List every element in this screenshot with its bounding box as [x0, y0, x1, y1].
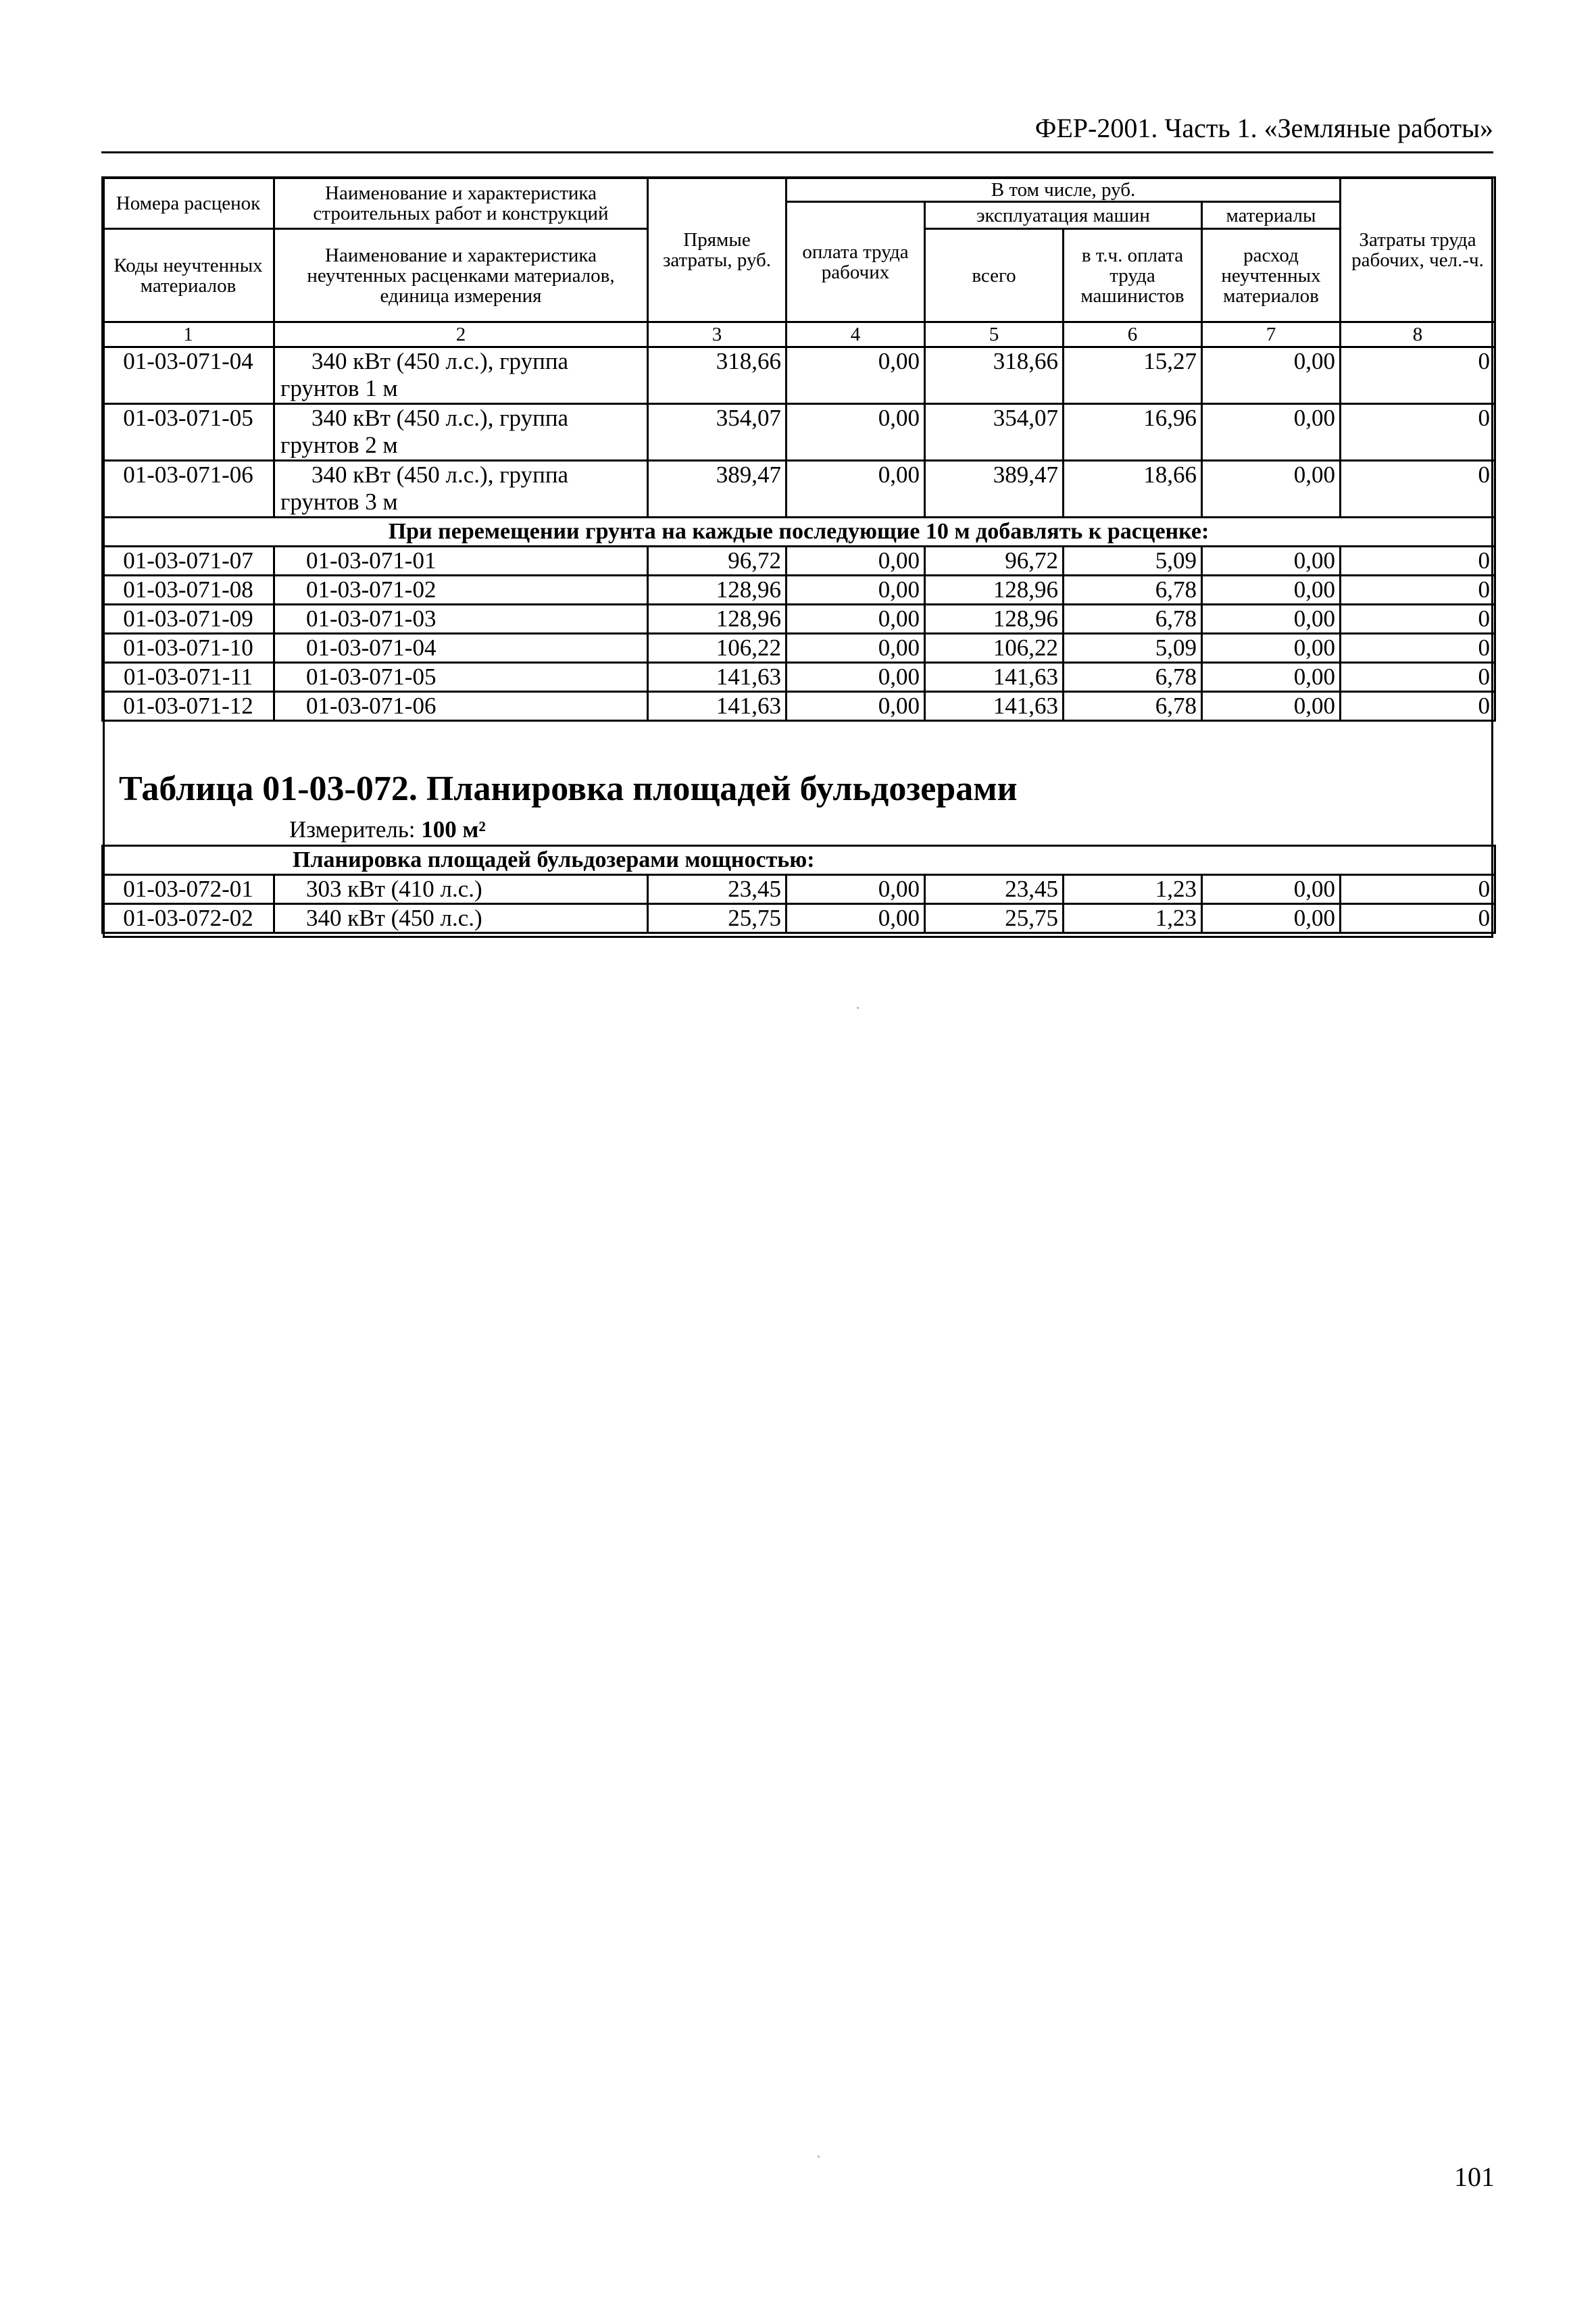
work-name: 340 кВт (450 л.с.) — [274, 904, 648, 933]
materials-cost: 0,00 — [1202, 634, 1341, 663]
labor-pay: 0,00 — [787, 663, 925, 692]
rate-code: 01-03-072-02 — [103, 904, 274, 933]
labor-pay: 0,00 — [787, 404, 925, 461]
machines-total: 128,96 — [925, 576, 1064, 605]
machinists-pay: 1,23 — [1064, 875, 1202, 904]
scan-speck — [818, 2156, 820, 2158]
rate-code: 01-03-071-07 — [103, 547, 274, 576]
table-row — [103, 404, 1495, 461]
rate-code: 01-03-071-06 — [103, 461, 274, 518]
table-row — [103, 875, 1495, 904]
machinists-pay: 5,09 — [1064, 547, 1202, 576]
direct-costs: 128,96 — [648, 605, 787, 634]
column-number: 4 — [787, 322, 925, 347]
group-materials-header: материалы — [1202, 202, 1341, 229]
machinists-pay: 6,78 — [1064, 692, 1202, 721]
machines-total: 96,72 — [925, 547, 1064, 576]
labor-pay: 0,00 — [787, 692, 925, 721]
table-row — [103, 547, 1495, 576]
labor-hours: 0 — [1341, 576, 1495, 605]
direct-costs: 141,63 — [648, 692, 787, 721]
work-name-line1: 340 кВт (450 л.с.), группа — [311, 405, 569, 431]
table-row — [103, 347, 1495, 404]
scan-speck — [857, 1007, 859, 1009]
machines-total: 23,45 — [925, 875, 1064, 904]
machines-total: 354,07 — [925, 404, 1064, 461]
base-rate-code: 01-03-071-01 — [274, 547, 648, 576]
materials-cost: 0,00 — [1202, 347, 1341, 404]
section-title: При перемещении грунта на каждые последующие 10 м добавлять к расценке: — [103, 518, 1495, 547]
labor-hours: 0 — [1341, 634, 1495, 663]
labor-pay: 0,00 — [787, 576, 925, 605]
direct-costs: 141,63 — [648, 663, 787, 692]
direct-costs: 318,66 — [648, 347, 787, 404]
direct-costs: 25,75 — [648, 904, 787, 933]
base-rate-code: 01-03-071-02 — [274, 576, 648, 605]
col3-header: Прямые затраты, руб. — [648, 178, 787, 322]
col1-bottom-header: Коды неучтенных материалов — [103, 229, 274, 322]
col4-header: оплата труда рабочих — [787, 202, 925, 322]
direct-costs: 354,07 — [648, 404, 787, 461]
materials-cost: 0,00 — [1202, 605, 1341, 634]
machines-total: 141,63 — [925, 692, 1064, 721]
group-incl-header: В том числе, руб. — [787, 178, 1341, 202]
labor-pay: 0,00 — [787, 461, 925, 518]
group-machines-header: эксплуатация машин — [925, 202, 1202, 229]
rate-code: 01-03-071-11 — [103, 663, 274, 692]
materials-cost: 0,00 — [1202, 875, 1341, 904]
labor-pay: 0,00 — [787, 875, 925, 904]
section-title: Планировка площадей бульдозерами мощностью: — [103, 846, 1495, 875]
labor-pay: 0,00 — [787, 347, 925, 404]
rate-code: 01-03-071-10 — [103, 634, 274, 663]
section-row — [103, 518, 1495, 547]
rates-table-072 — [101, 845, 1496, 934]
table-row — [103, 692, 1495, 721]
labor-pay: 0,00 — [787, 547, 925, 576]
work-name — [274, 404, 648, 461]
work-name: 303 кВт (410 л.с.) — [274, 875, 648, 904]
rate-code: 01-03-071-05 — [103, 404, 274, 461]
table-row — [103, 904, 1495, 933]
machinists-pay: 15,27 — [1064, 347, 1202, 404]
machines-total: 318,66 — [925, 347, 1064, 404]
measure-unit-label: Измеритель: — [289, 816, 416, 843]
labor-hours: 0 — [1341, 692, 1495, 721]
column-number: 2 — [274, 322, 648, 347]
machinists-pay: 6,78 — [1064, 663, 1202, 692]
machinists-pay: 16,96 — [1064, 404, 1202, 461]
rate-code: 01-03-071-08 — [103, 576, 274, 605]
materials-cost: 0,00 — [1202, 663, 1341, 692]
machines-total: 141,63 — [925, 663, 1064, 692]
page-number: 101 — [1454, 2162, 1495, 2192]
document-header: ФЕР-2001. Часть 1. «Земляные работы» — [1034, 113, 1493, 143]
machinists-pay: 6,78 — [1064, 576, 1202, 605]
table-row — [103, 605, 1495, 634]
col5-header: всего — [925, 229, 1064, 322]
work-name-line2: грунтов 1 м — [280, 375, 398, 401]
labor-hours: 0 — [1341, 605, 1495, 634]
header-rule — [101, 151, 1493, 153]
machines-total: 128,96 — [925, 605, 1064, 634]
machinists-pay: 5,09 — [1064, 634, 1202, 663]
rate-code: 01-03-072-01 — [103, 875, 274, 904]
labor-hours: 0 — [1341, 663, 1495, 692]
machinists-pay: 6,78 — [1064, 605, 1202, 634]
rate-code: 01-03-071-09 — [103, 605, 274, 634]
machines-total: 389,47 — [925, 461, 1064, 518]
base-rate-code: 01-03-071-05 — [274, 663, 648, 692]
column-number: 7 — [1202, 322, 1341, 347]
materials-cost: 0,00 — [1202, 547, 1341, 576]
col8-header: Затраты труда рабочих, чел.-ч. — [1341, 178, 1495, 322]
column-number: 1 — [103, 322, 274, 347]
work-name — [274, 347, 648, 404]
measure-unit-value: 100 м² — [421, 816, 486, 843]
work-name-line1: 340 кВт (450 л.с.), группа — [311, 462, 569, 488]
table-072-title: Таблица 01-03-072. Планировка площадей бульдозерами — [119, 770, 1018, 808]
direct-costs: 389,47 — [648, 461, 787, 518]
col2-bottom-header: Наименование и характеристика неучтенных расценками материалов, единица измерения — [274, 229, 648, 322]
table-row — [103, 663, 1495, 692]
table-row — [103, 461, 1495, 518]
work-name-line2: грунтов 3 м — [280, 489, 398, 515]
direct-costs: 106,22 — [648, 634, 787, 663]
column-number: 3 — [648, 322, 787, 347]
materials-cost: 0,00 — [1202, 461, 1341, 518]
rate-code: 01-03-071-04 — [103, 347, 274, 404]
labor-hours: 0 — [1341, 904, 1495, 933]
machines-total: 25,75 — [925, 904, 1064, 933]
materials-cost: 0,00 — [1202, 904, 1341, 933]
table-row — [103, 576, 1495, 605]
work-name-line1: 340 кВт (450 л.с.), группа — [311, 348, 569, 374]
column-number: 5 — [925, 322, 1064, 347]
col6-header: в т.ч. оплата труда машинистов — [1064, 229, 1202, 322]
work-name — [274, 461, 648, 518]
labor-pay: 0,00 — [787, 904, 925, 933]
col1-top-header: Номера расценок — [103, 178, 274, 229]
direct-costs: 128,96 — [648, 576, 787, 605]
materials-cost: 0,00 — [1202, 404, 1341, 461]
materials-cost: 0,00 — [1202, 692, 1341, 721]
work-name-line2: грунтов 2 м — [280, 432, 398, 458]
direct-costs: 23,45 — [648, 875, 787, 904]
base-rate-code: 01-03-071-03 — [274, 605, 648, 634]
section-row — [103, 846, 1495, 875]
direct-costs: 96,72 — [648, 547, 787, 576]
machinists-pay: 18,66 — [1064, 461, 1202, 518]
col7-header: расход неучтенных материалов — [1202, 229, 1341, 322]
column-number: 8 — [1341, 322, 1495, 347]
rates-table — [101, 176, 1496, 722]
table-row — [103, 634, 1495, 663]
labor-hours: 0 — [1341, 404, 1495, 461]
base-rate-code: 01-03-071-06 — [274, 692, 648, 721]
machinists-pay: 1,23 — [1064, 904, 1202, 933]
labor-pay: 0,00 — [787, 605, 925, 634]
labor-hours: 0 — [1341, 347, 1495, 404]
labor-hours: 0 — [1341, 875, 1495, 904]
measure-unit — [289, 816, 486, 843]
machines-total: 106,22 — [925, 634, 1064, 663]
rate-code: 01-03-071-12 — [103, 692, 274, 721]
column-number: 6 — [1064, 322, 1202, 347]
labor-pay: 0,00 — [787, 634, 925, 663]
labor-hours: 0 — [1341, 461, 1495, 518]
materials-cost: 0,00 — [1202, 576, 1341, 605]
labor-hours: 0 — [1341, 547, 1495, 576]
col2-top-header: Наименование и характеристика строительных работ и конструкций — [274, 178, 648, 229]
base-rate-code: 01-03-071-04 — [274, 634, 648, 663]
